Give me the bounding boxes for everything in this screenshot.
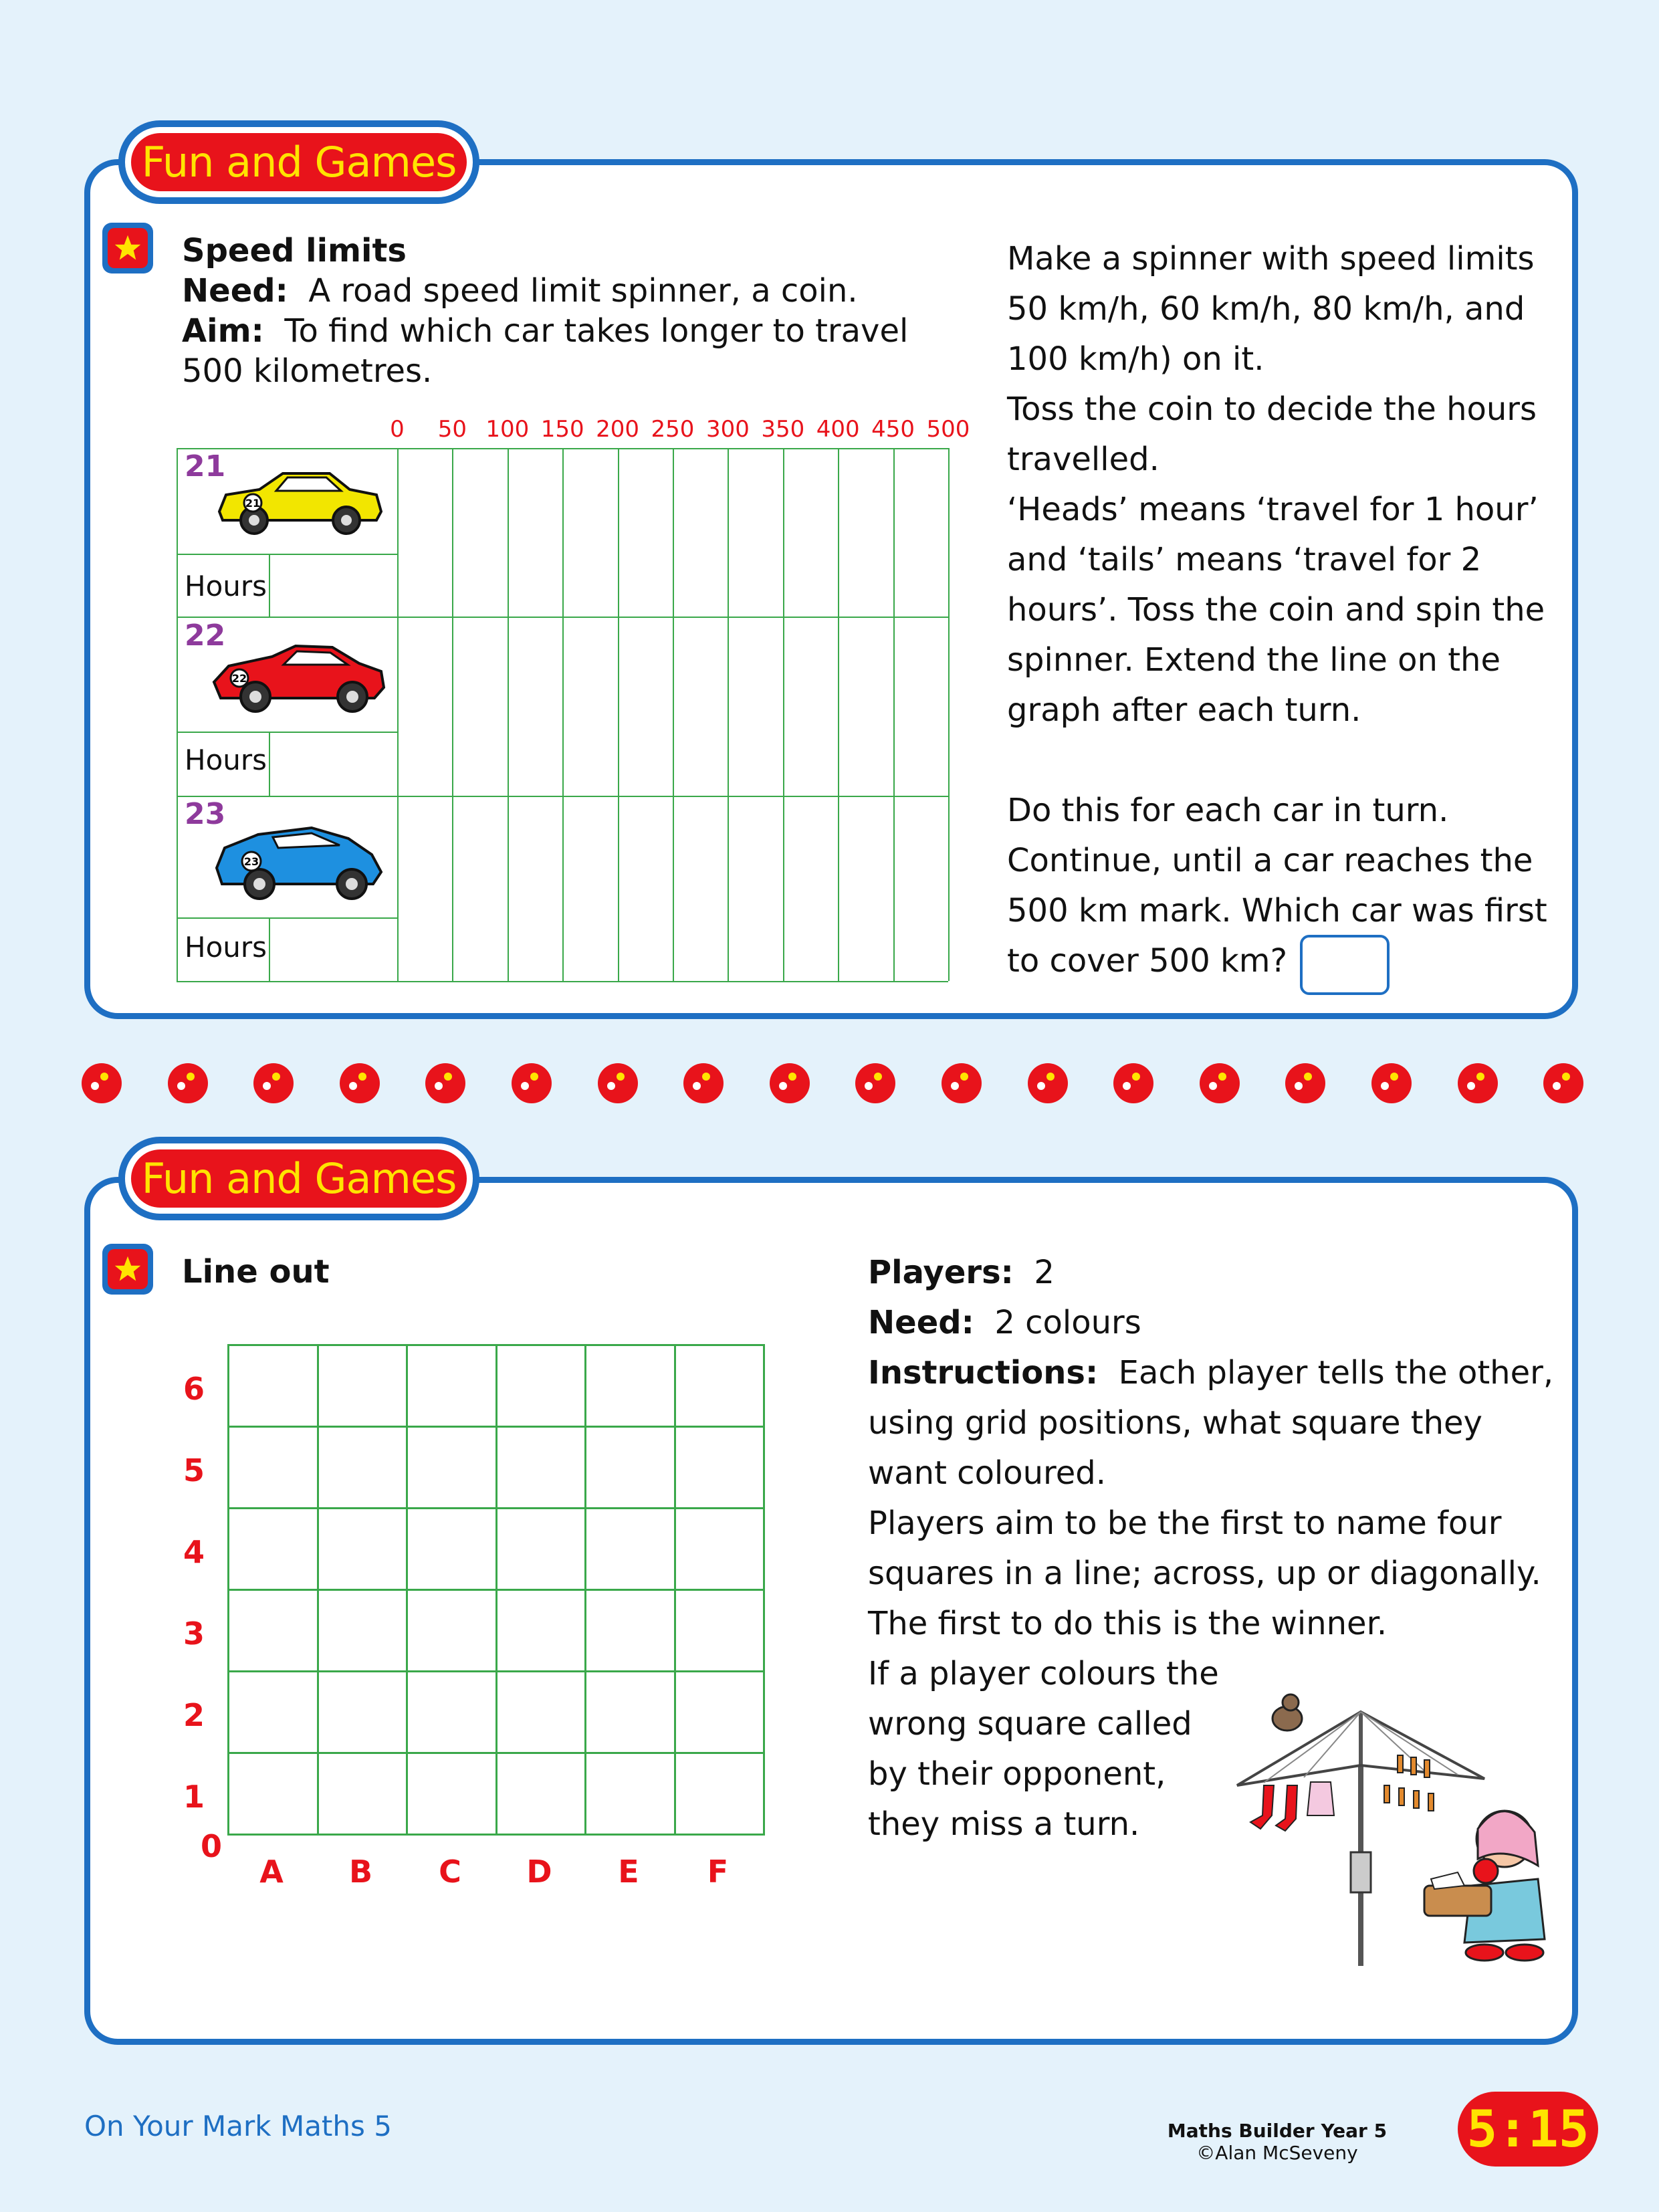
section-tab-label: Fun and Games [131,133,467,191]
red-dot-icon [338,1062,381,1105]
need-line: Need: 2 colours [868,1304,1141,1341]
scale-label: 250 [651,416,695,443]
instruction-line: to cover 500 km? [1007,942,1288,980]
instruction-line: they miss a turn. [868,1805,1140,1843]
players-line: Players: 2 [868,1254,1055,1291]
book-info [1137,2120,1418,2164]
scale-label: 200 [596,416,640,443]
copyright: ©Alan McSeveny [1196,2142,1358,2164]
scale-label: 300 [705,416,750,443]
grid-line [269,732,270,796]
red-dot-icon [510,1062,553,1105]
grid-line [177,448,178,981]
grid-line [452,448,453,981]
grid-line [783,448,784,981]
grid-line [177,732,397,733]
row-label: 3 [183,1616,205,1652]
grid-line [948,448,950,981]
grid-line [227,1589,765,1591]
red-dot-icon [252,1062,295,1105]
instruction-line: using grid positions, what square they [868,1404,1482,1442]
grid-line [177,617,948,618]
car-number: 21 [185,449,226,483]
instruction-line: spinner. Extend the line on the [1007,641,1501,679]
scale-label: 500 [926,416,970,443]
svg-text:22: 22 [231,672,247,685]
grid-line [728,448,729,981]
section-tab-2 [118,1137,479,1220]
column-label: F [707,1854,729,1890]
red-dot-icon [424,1062,467,1105]
row-label: 6 [183,1371,205,1407]
clothesline-illustration [1224,1685,1571,1973]
red-dot-icon [1370,1062,1413,1105]
instruction-line: by their opponent, [868,1755,1166,1793]
book-title: Maths Builder Year 5 [1167,2120,1388,2142]
aim-line: Aim: To find which car takes longer to travel [182,312,909,350]
hours-label: Hours [185,570,267,602]
red-dot-icon [80,1062,123,1105]
hours-label: Hours [185,931,267,964]
grid-line [227,1752,765,1754]
grid-line [763,1344,765,1834]
red-dot-icon [596,1062,639,1105]
red-dot-icon [1456,1062,1499,1105]
grid-line [838,448,839,981]
car-22-icon [209,634,389,721]
grid-line [673,448,674,981]
grid-line [177,796,948,797]
instruction-line: 500 km mark. Which car was first [1007,892,1547,929]
star-icon [102,1244,153,1295]
grid-line [618,448,619,981]
red-dot-icon [768,1062,811,1105]
red-dot-icon [1284,1062,1327,1105]
scale-label: 400 [816,416,860,443]
instruction-line: wrong square called [868,1705,1192,1743]
red-dot-icon [1026,1062,1069,1105]
column-label: D [526,1854,552,1890]
column-label: B [348,1854,373,1890]
instruction-line: squares in a line; across, up or diagonally. [868,1555,1541,1592]
row-label: 0 [201,1828,223,1864]
need-line: Need: A road speed limit spinner, a coin. [182,272,858,310]
aim-line-2: 500 kilometres. [182,352,433,390]
instruction-line: 100 km/h) on it. [1007,340,1264,378]
instruction-line: hours’. Toss the coin and spin the [1007,591,1545,629]
section-tab-label: Fun and Games [131,1149,467,1208]
red-dot-icon [167,1062,209,1105]
grid-line [674,1344,676,1834]
instruction-line: Make a spinner with speed limits [1007,240,1535,278]
grid-line [562,448,564,981]
row-label: 4 [183,1534,205,1570]
scale-label: 50 [437,416,467,443]
column-label: E [618,1854,639,1890]
car-number: 23 [185,797,226,831]
svg-text:21: 21 [245,497,261,510]
car-number: 22 [185,619,226,653]
instruction-line: graph after each turn. [1007,691,1361,729]
instruction-line: If a player colours the [868,1655,1219,1692]
grid-line [177,448,948,449]
scale-label: 450 [871,416,915,443]
scale-label: 350 [761,416,805,443]
grid-line [269,917,270,981]
instruction-line: and ‘tails’ means ‘travel for 2 [1007,541,1482,578]
grid-line [227,1834,765,1836]
grid-line [177,917,397,919]
answer-box[interactable] [1300,935,1390,995]
instruction-line: The first to do this is the winner. [868,1605,1388,1642]
section-tab-1 [118,120,479,204]
instructions-line: Instructions: Each player tells the other, [868,1354,1554,1392]
red-dot-icon [1198,1062,1241,1105]
instruction-line: want coloured. [868,1454,1106,1492]
star-icon [102,223,153,273]
red-dot-icon [1112,1062,1155,1105]
page-number: 5:15 [1458,2092,1598,2167]
instruction-line: Players aim to be the first to name four [868,1505,1502,1542]
red-dot-icon [682,1062,725,1105]
grid-line [177,981,948,982]
scale-label: 100 [485,416,530,443]
instruction-line: Continue, until a car reaches the [1007,842,1533,879]
grid-line [893,448,895,981]
column-label: C [439,1854,461,1890]
row-label: 5 [183,1452,205,1488]
grid-line [508,448,509,981]
scale-label: 150 [540,416,584,443]
instruction-line: 50 km/h, 60 km/h, 80 km/h, and [1007,290,1525,328]
car-23-icon [211,814,386,908]
instruction-line [1007,736,1547,786]
grid-line [397,448,399,981]
instruction-line: travelled. [1007,441,1159,478]
grid-line [227,1670,765,1672]
column-label: A [259,1854,284,1890]
hours-label: Hours [185,744,267,776]
svg-text:23: 23 [243,855,259,868]
grid-line [584,1344,586,1834]
grid-line [269,554,270,617]
row-label: 1 [183,1779,205,1815]
instruction-line: Toss the coin to decide the hours [1007,391,1537,428]
red-dot-icon [940,1062,983,1105]
instruction-line: Do this for each car in turn. [1007,792,1449,829]
activity-title: Speed limits [182,232,407,269]
grid-line [177,554,397,555]
red-dot-icon [854,1062,897,1105]
car-21-icon [213,461,386,542]
instruction-line: ‘Heads’ means ‘travel for 1 hour’ [1007,491,1539,528]
series-name: On Your Mark Maths 5 [84,2110,392,2142]
activity-title: Line out [182,1253,330,1291]
row-label: 2 [183,1697,205,1733]
scale-label: 0 [390,416,405,443]
red-dot-icon [1542,1062,1585,1105]
speed-instructions [1007,234,1547,986]
